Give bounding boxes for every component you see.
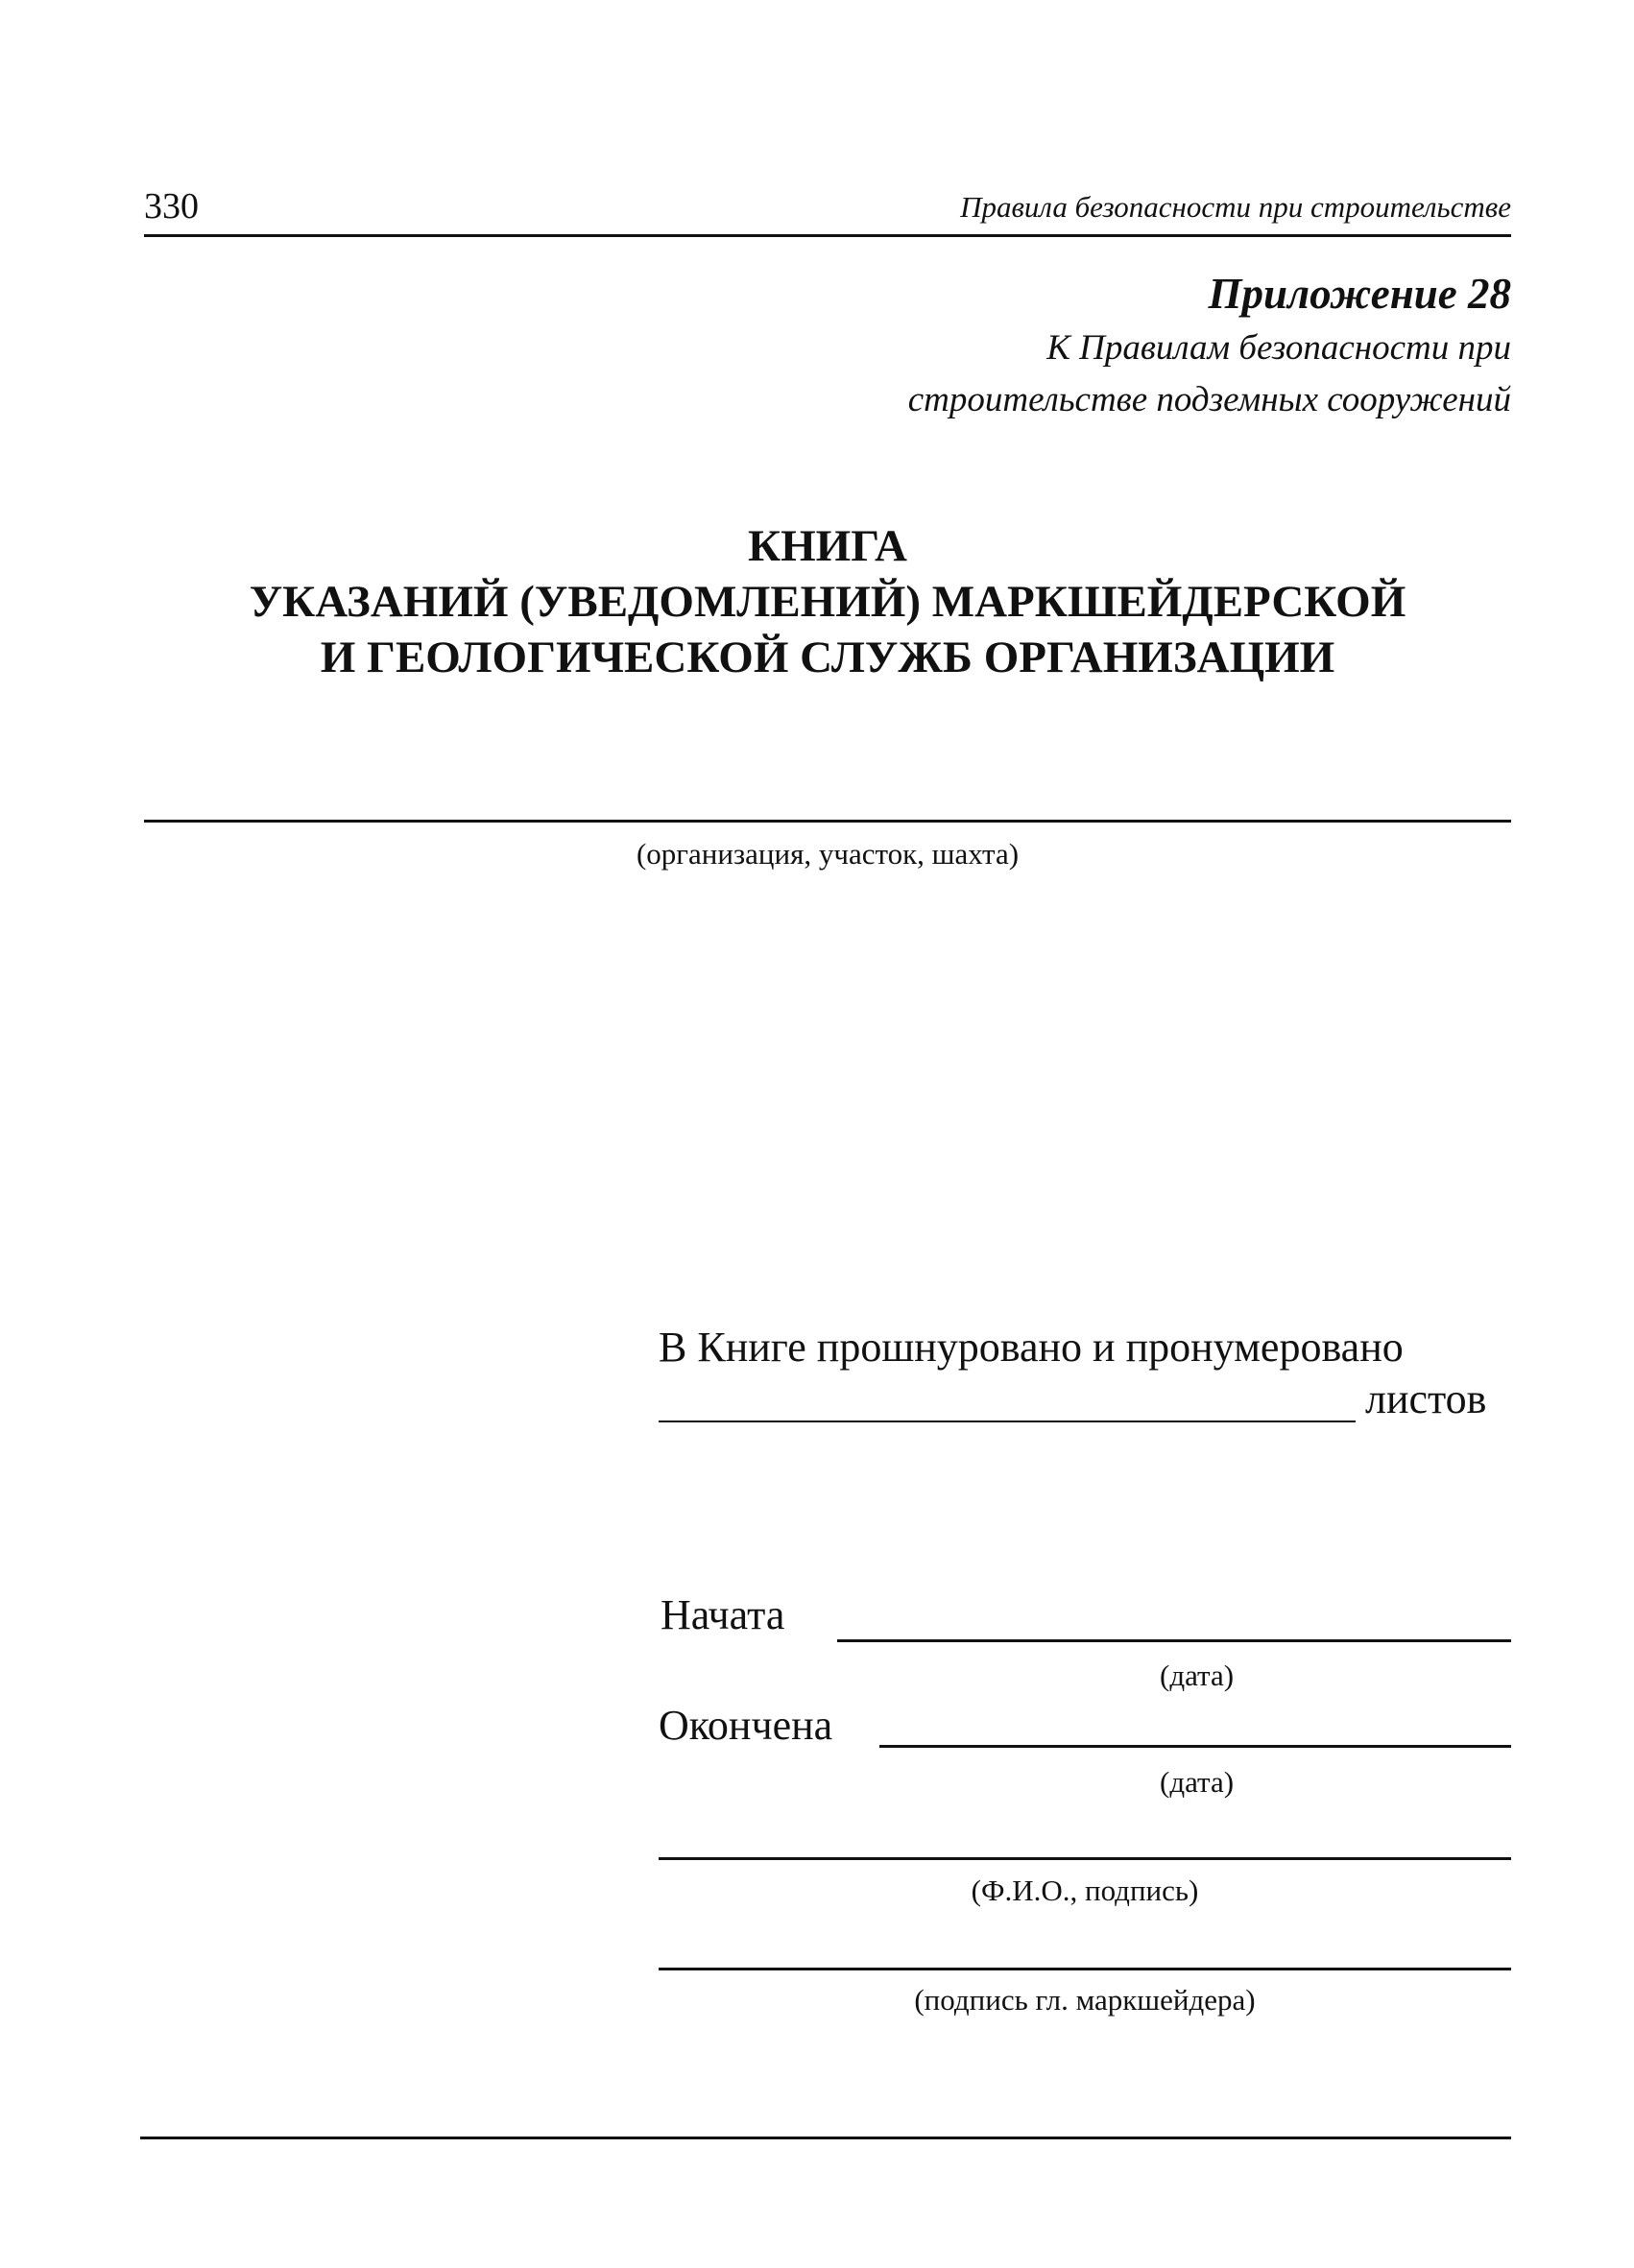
chief-surveyor-signature-caption: (подпись гл. маркшейдера) <box>914 1983 1256 2017</box>
book-title-line-2: УКАЗАНИЙ (УВЕДОМЛЕНИЙ) МАРКШЕЙДЕРСКОЙ <box>249 577 1406 627</box>
chief-surveyor-signature-field-line[interactable] <box>659 1968 1511 1970</box>
started-label: Начата <box>661 1591 785 1638</box>
started-date-caption: (дата) <box>1160 1659 1235 1692</box>
header-rule <box>144 234 1511 237</box>
ended-date-field-line[interactable] <box>879 1745 1511 1748</box>
fio-signature-field-line[interactable] <box>659 1857 1511 1860</box>
organization-field-line[interactable] <box>144 820 1511 823</box>
fio-signature-caption: (Ф.И.О., подпись) <box>971 1874 1199 1907</box>
appendix-title: Приложение 28 <box>1208 270 1511 318</box>
book-title-line-1: КНИГА <box>748 521 907 571</box>
appendix-line-2: строительстве подземных сооружений <box>907 380 1511 419</box>
page-number: 330 <box>144 186 199 227</box>
book-title <box>144 518 1511 685</box>
organization-caption: (организация, участок, шахта) <box>636 837 1020 871</box>
running-title: Правила безопасности при строительстве <box>960 190 1511 224</box>
sheets-count-field-line[interactable] <box>659 1420 1356 1422</box>
ended-date-caption: (дата) <box>1160 1765 1235 1799</box>
bottom-rule <box>140 2137 1511 2139</box>
started-date-field-line[interactable] <box>837 1639 1511 1642</box>
appendix-line-1: К Правилам безопасности при <box>1046 328 1511 368</box>
book-title-line-3: И ГЕОЛОГИЧЕСКОЙ СЛУЖБ ОРГАНИЗАЦИИ <box>320 633 1335 682</box>
laced-numbered-text: В Книге прошнуровано и пронумеровано <box>659 1324 1404 1371</box>
ended-label: Окончена <box>659 1702 833 1749</box>
sheets-label: листов <box>1365 1375 1487 1422</box>
appendix-block <box>908 265 1511 426</box>
